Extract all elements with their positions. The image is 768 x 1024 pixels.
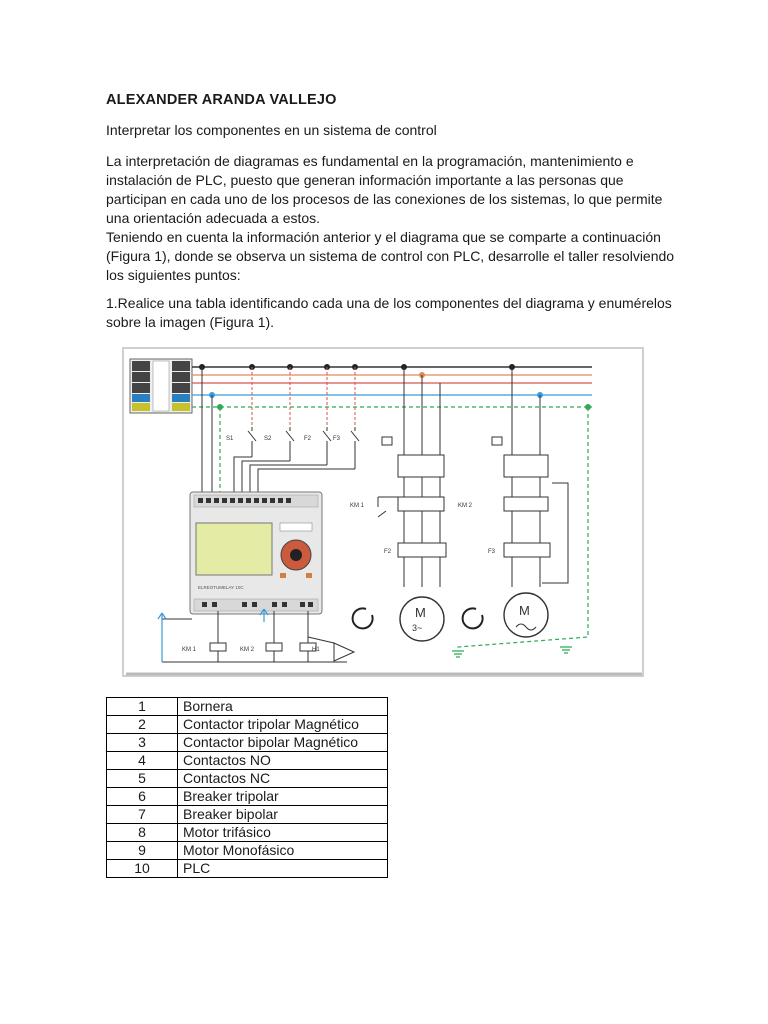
switch-f2-label: F2 <box>304 436 312 442</box>
component-number: 3 <box>107 734 178 752</box>
motor2-symbol: M <box>519 603 530 618</box>
component-number: 10 <box>107 860 178 878</box>
components-table-body <box>107 698 388 878</box>
table-row <box>107 824 388 842</box>
author-name: ALEXANDER ARANDA VALLEJO <box>106 92 337 108</box>
motor1-symbol: M <box>415 605 426 620</box>
component-number: 1 <box>107 698 178 716</box>
component-name: Bornera <box>178 698 388 716</box>
plc-unit <box>190 492 322 614</box>
component-number: 2 <box>107 716 178 734</box>
component-number: 9 <box>107 842 178 860</box>
document-subtitle: Interpretar los componentes en un sistema de control <box>106 122 437 138</box>
component-name: Breaker bipolar <box>178 806 388 824</box>
component-number: 5 <box>107 770 178 788</box>
contactor-km2-label: KM 2 <box>458 503 473 509</box>
switch-s1-label: S1 <box>226 436 234 442</box>
table-row <box>107 752 388 770</box>
contactor-km1-label: KM 1 <box>350 503 365 509</box>
component-number: 4 <box>107 752 178 770</box>
component-name: Contactos NC <box>178 770 388 788</box>
pilot-h1-label: H1 <box>312 647 320 653</box>
table-row <box>107 806 388 824</box>
switch-s2-label: S2 <box>264 436 272 442</box>
component-name: PLC <box>178 860 388 878</box>
breaker-f3-label: F3 <box>488 549 496 555</box>
control-diagram-figure <box>122 347 644 677</box>
plc-brand-label: ELREOTUMELAY 10C <box>198 585 244 590</box>
breaker-f2-label: F2 <box>384 549 392 555</box>
point-1: 1.Realice una tabla identificando cada una de los componentes del diagrama y enumérelos sobre la imagen (Figura 1). <box>106 295 672 330</box>
table-row <box>107 770 388 788</box>
table-row <box>107 860 388 878</box>
terminal-block <box>130 359 192 413</box>
table-row <box>107 788 388 806</box>
table-row <box>107 698 388 716</box>
motor1-phase-label: 3~ <box>412 623 423 633</box>
component-name: Motor Monofásico <box>178 842 388 860</box>
coil-km1-label: KM 1 <box>182 647 197 653</box>
component-name: Contactor tripolar Magnético <box>178 716 388 734</box>
component-number: 8 <box>107 824 178 842</box>
components-table <box>106 697 388 878</box>
component-number: 7 <box>107 806 178 824</box>
paragraph-2: Teniendo en cuenta la información anterior y el diagrama que se comparte a continuación (Figura 1), donde se observa un sistema de control con PLC, desarrolle el taller resolviendo los siguientes puntos: <box>106 229 675 283</box>
coil-km2-label: KM 2 <box>240 647 255 653</box>
table-row <box>107 842 388 860</box>
table-row <box>107 716 388 734</box>
plc-display <box>196 523 272 575</box>
plc-control-diagram <box>122 347 644 677</box>
component-name: Contactor bipolar Magnético <box>178 734 388 752</box>
switch-f3-label: F3 <box>333 436 341 442</box>
component-name: Breaker tripolar <box>178 788 388 806</box>
intro-text <box>106 152 676 285</box>
paragraph-1: La interpretación de diagramas es fundamental en la programación, mantenimiento e instalación de PLC, puesto que generan información importante a las personas que participan en cada uno de los procesos de las conexiones de los sistemas, lo que permite una orientación adecuada a estos. <box>106 153 663 226</box>
component-name: Contactos NO <box>178 752 388 770</box>
component-number: 6 <box>107 788 178 806</box>
table-row <box>107 734 388 752</box>
component-name: Motor trifásico <box>178 824 388 842</box>
